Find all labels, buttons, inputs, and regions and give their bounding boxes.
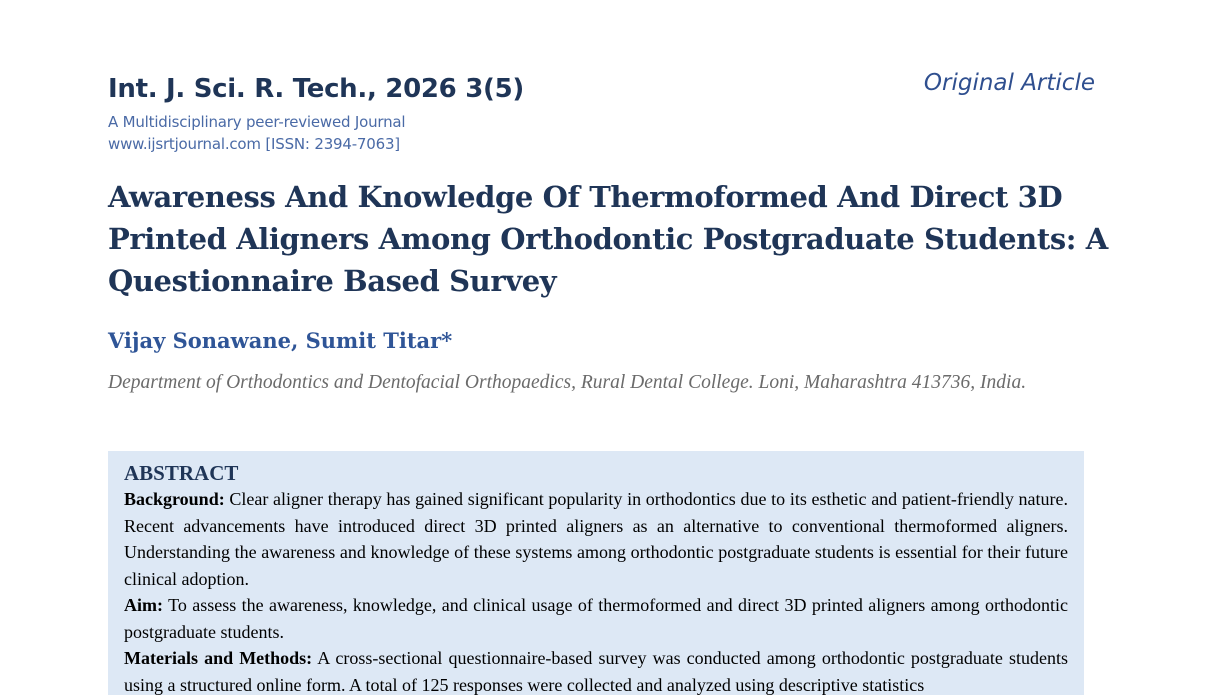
abstract-background-label: Background: [124,489,225,509]
journal-title: Int. J. Sci. R. Tech., 2026 3(5) [108,74,524,104]
abstract-methods-label: Materials and Methods: [124,648,313,668]
abstract-heading: ABSTRACT [124,461,239,485]
abstract-box [108,451,1084,695]
article-title: Awareness And Knowledge Of Thermoformed And Direct 3D Printed Aligners Among Orthodontic Postgraduate Students: A Questionnaire Based Survey [108,180,1108,298]
author-list: Vijay Sonawane, Sumit Titar* [108,328,453,353]
author-affiliation: Department of Orthodontics and Dentofacial Orthopaedics, Rural Dental College. Loni, Maharashtra 413736, India. [108,372,1027,393]
abstract-aim-text: To assess the awareness, knowledge, and clinical usage of thermoformed and direct 3D printed aligners among orthodontic postgraduate students. [124,595,1068,642]
abstract-aim-label: Aim: [124,595,163,615]
article-type-label: Original Article [923,70,1095,96]
abstract-background-text: Clear aligner therapy has gained significant popularity in orthodontics due to its esthetic and patient-friendly nature. Recent advancements have introduced direct 3D printed aligners as an alternative to conventional thermoformed aligners. Understanding the awareness and knowledge of these systems among orthodontic postgraduate students is essential for their future clinical adoption. [124,489,1068,589]
abstract-content [124,460,1068,695]
journal-website-link[interactable]: www.ijsrtjournal.com [ISSN: 2394-7063] [108,135,400,153]
abstract-methods-text: A cross-sectional questionnaire-based survey was conducted among orthodontic postgraduate students using a structured online form. A total of 125 responses were collected and analyzed using descriptive statistics [124,648,1068,695]
abstract-methods [124,645,1068,695]
abstract-background [124,486,1068,592]
journal-subtitle: A Multidisciplinary peer-reviewed Journal [108,113,406,131]
abstract-aim [124,592,1068,645]
